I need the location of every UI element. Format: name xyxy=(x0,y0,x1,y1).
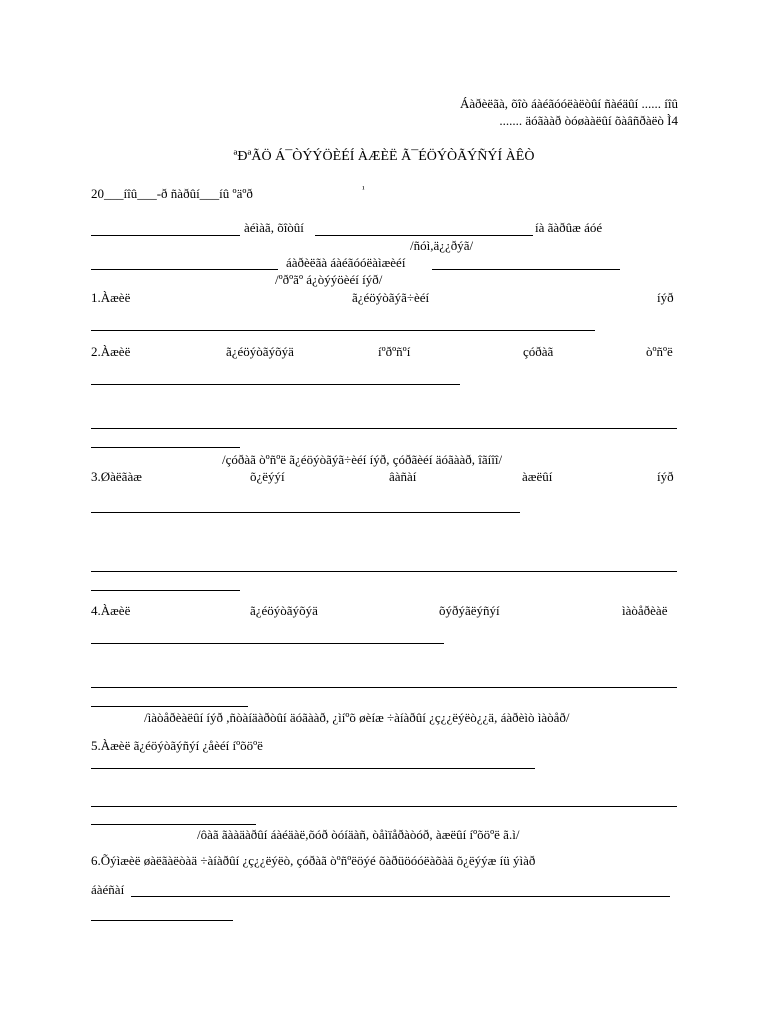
item-3-blank-2 xyxy=(91,571,677,572)
item-4-blank-2 xyxy=(91,687,677,688)
caption-item-5: /ôàã ãààäàðûí áàéäàë,õóð òóíäàñ, òåìïåðàòóð, àæëûí íºõöºë ã.ì/ xyxy=(197,827,520,842)
city-blank xyxy=(315,235,533,236)
item-2-word-3: íºðºñºí xyxy=(378,344,411,359)
caption-item-4: /ìàòåðèàëûí íýð ,ñòàíäàðòûí äóãààð, ¿ìíºõ øèíæ ÷àíàðûí ¿ç¿¿ëýëò¿¿ä, áàðèìò ìàòåð/ xyxy=(144,710,570,725)
item-2-blank-3 xyxy=(91,447,240,448)
item-3-word-1: 3.Øàëãàæ xyxy=(91,469,142,484)
caption-item-2: /çóðàã òºñºë ã¿éöýòãýã÷èéí íýð, çóðãèéí äóãààð, îãíîî/ xyxy=(222,452,503,467)
item-1-word-2: ã¿éöýòãýã÷èéí xyxy=(352,290,430,305)
item-1-word-1: 1.Àæèë xyxy=(91,290,131,305)
item-4-word-4: ìàòåðèàë xyxy=(622,603,668,618)
item-1-word-3: íýð xyxy=(657,290,674,305)
date-mark: ¹ xyxy=(362,184,365,194)
item-2-word-4: çóðàã xyxy=(523,344,554,359)
item-5-blank-3 xyxy=(91,824,256,825)
item-6-blank-1 xyxy=(131,896,670,897)
item-3-blank-1 xyxy=(91,512,520,513)
item-5-blank-1 xyxy=(91,768,535,769)
org-blank-1 xyxy=(91,269,278,270)
item-3-word-2: õ¿ëýýí xyxy=(250,469,285,484)
item-3-word-4: àæëûí xyxy=(522,469,553,484)
item-2-word-2: ã¿éöýòãýõýä xyxy=(226,344,294,359)
item-4-word-2: ã¿éöýòãýõýä xyxy=(250,603,318,618)
document-title: ªÐªÃÖ Á¯ÒÝÝÖÈÉÍ ÀÆÈË Ã¯ÉÖÝÒÃÝÑÝÍ ÀÊÒ xyxy=(233,149,535,164)
item-3-blank-3 xyxy=(91,590,240,591)
item-4-blank-1 xyxy=(91,643,444,644)
header-line-2: ....... äóãààð òóøààëûí õàâñðàëò Ì4 xyxy=(499,113,678,128)
header-line-1: Áàðèëãà, õîò áàéãóóëàëòûí ñàéäûí ...... íîû xyxy=(460,96,678,111)
item-2-word-5: òºñºë xyxy=(646,344,673,359)
date-line: 20___íîû___-ð ñàðûí___íû ºäºð xyxy=(91,186,253,201)
item-4-word-1: 4.Àæèë xyxy=(91,603,131,618)
aimag-tail: íà ãàðûæ áóé xyxy=(535,220,603,235)
caption-org-name: /ºðºãº á¿òýýöèéí íýð/ xyxy=(275,272,383,287)
item-2-blank-2 xyxy=(91,428,677,429)
item-3-word-3: âàñàí xyxy=(389,469,417,484)
item-6-line-1: 6.Õýìæèë øàëãàëòàä ÷àíàðûí ¿ç¿¿ëýëò, çóðàã òºñºëöýé õàðüöóóëàõàä õ¿ëýýæ íü ýìàð xyxy=(91,853,536,868)
aimag-blank xyxy=(91,235,240,236)
item-4-blank-3 xyxy=(91,706,248,707)
org-blank-2 xyxy=(432,269,620,270)
org-label: áàðèëãà áàéãóóëàìæèéí xyxy=(286,255,406,270)
item-6-blank-2 xyxy=(91,920,233,921)
item-4-word-3: õýðýãëýñýí xyxy=(439,603,500,618)
item-2-blank-1 xyxy=(91,384,460,385)
caption-place: /ñóì,ä¿¿ðýã/ xyxy=(410,238,474,253)
aimag-label: àéìàã, õîòûí xyxy=(244,220,304,235)
item-1-blank xyxy=(91,330,595,331)
item-5-text: 5.Àæèë ã¿éöýòãýñýí ¿åèéí íºõöºë xyxy=(91,738,263,753)
item-5-blank-2 xyxy=(91,806,677,807)
item-2-word-1: 2.Àæèë xyxy=(91,344,131,359)
item-6-line-2: áàéñàí xyxy=(91,882,125,897)
item-3-word-5: íýð xyxy=(657,469,674,484)
